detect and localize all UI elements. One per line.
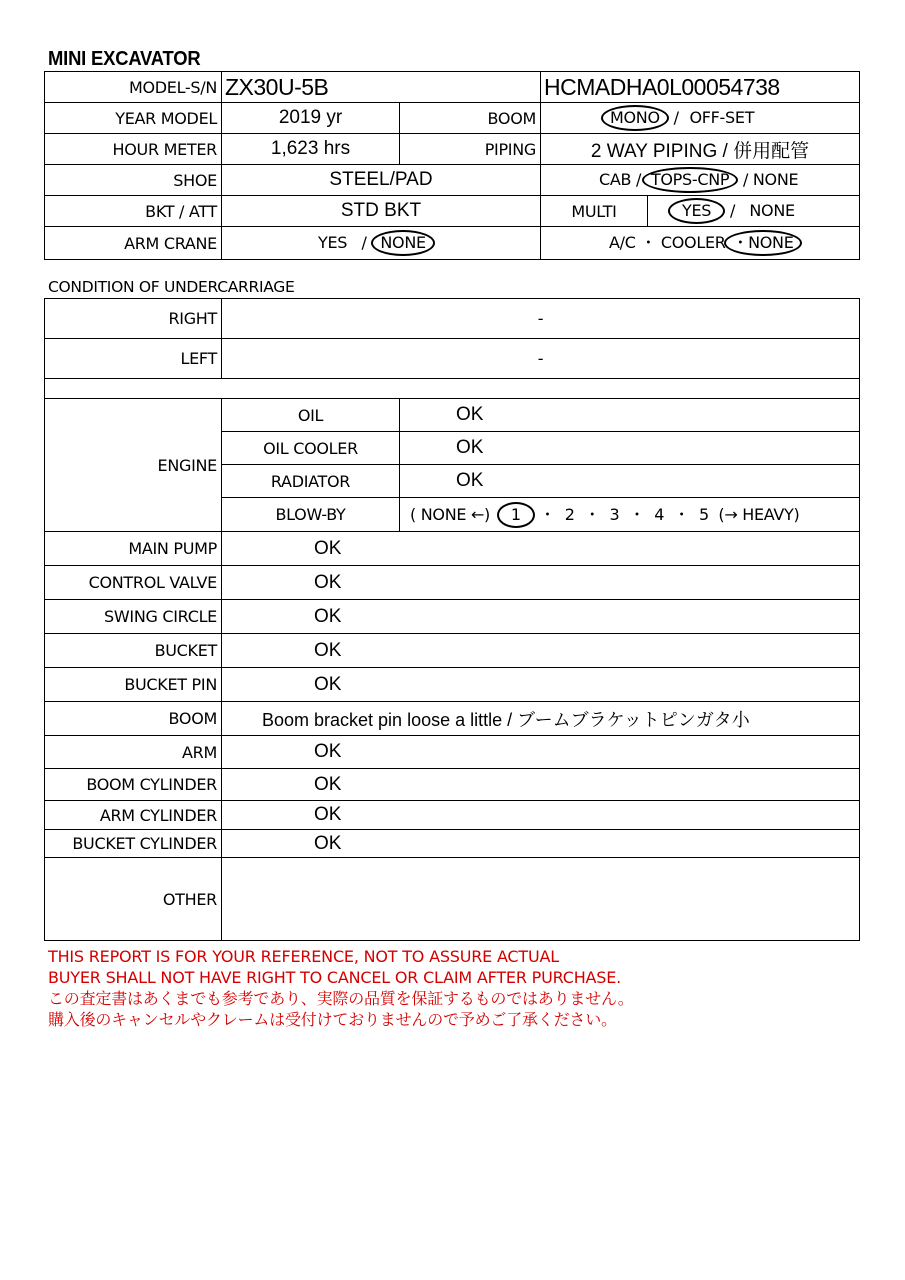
page-title: MINI EXCAVATOR	[48, 48, 201, 70]
piping-value: 2 WAY PIPING / 併用配管	[541, 134, 860, 165]
year-value: 2019 yr	[222, 103, 400, 134]
shoe-value: STEEL/PAD	[222, 165, 541, 196]
undercarriage-left-value: -	[222, 339, 860, 379]
radiator-label: RADIATOR	[222, 465, 400, 498]
oil-cooler-value: OK	[400, 432, 860, 465]
arm-crane-options	[222, 227, 541, 260]
multi-yes-circled: YES	[668, 198, 725, 224]
component-label: BUCKET CYLINDER	[45, 830, 222, 858]
boom-type-label: BOOM	[400, 103, 541, 134]
boom-type-options	[541, 103, 860, 134]
piping-label: PIPING	[400, 134, 541, 165]
boom-separator: /	[673, 108, 679, 127]
other-value	[222, 858, 860, 941]
arm-crane-none-circled: NONE	[371, 230, 434, 256]
disclaimer-line: THIS REPORT IS FOR YOUR REFERENCE, NOT TO ASSURE ACTUAL	[48, 947, 559, 966]
hour-meter-value: 1,623 hrs	[222, 134, 400, 165]
disclaimer-notice	[48, 946, 634, 1030]
boom-offset-option: OFF-SET	[689, 108, 755, 127]
component-value: OK	[222, 668, 860, 702]
disclaimer-line: BUYER SHALL NOT HAVE RIGHT TO CANCEL OR CLAIM AFTER PURCHASE.	[48, 968, 622, 987]
disclaimer-line: この査定書はあくまでも参考であり、実際の品質を保証するものではありません。	[48, 989, 634, 1008]
arm-crane-yes-option: YES /	[318, 233, 367, 252]
engine-label: ENGINE	[45, 399, 222, 532]
component-label: CONTROL VALVE	[45, 566, 222, 600]
year-label: YEAR MODEL	[45, 103, 222, 134]
component-value: Boom bracket pin loose a little / ブームブラケットピンガタ小	[222, 702, 860, 736]
undercarriage-right-value: -	[222, 299, 860, 339]
radiator-value: OK	[400, 465, 860, 498]
component-label: SWING CIRCLE	[45, 600, 222, 634]
blow-by-label: BLOW-BY	[222, 498, 400, 532]
cab-options	[541, 165, 860, 196]
ac-none-circled: ・NONE	[724, 230, 801, 256]
blow-by-selected-circled: 1	[497, 502, 535, 528]
blow-by-rest: ・ 2 ・ 3 ・ 4 ・ 5 (→ HEAVY)	[539, 504, 800, 524]
model-label: MODEL-S/N	[45, 72, 222, 103]
serial-value: HCMADHA0L00054738	[541, 72, 860, 103]
component-label: BUCKET PIN	[45, 668, 222, 702]
oil-cooler-label: OIL COOLER	[222, 432, 400, 465]
component-label: ARM	[45, 736, 222, 769]
component-label: BOOM CYLINDER	[45, 769, 222, 801]
condition-table	[44, 298, 860, 941]
component-value: OK	[222, 532, 860, 566]
component-value: OK	[222, 769, 860, 801]
ac-cooler-options	[541, 227, 860, 260]
shoe-label: SHOE	[45, 165, 222, 196]
multi-none-option: / NONE	[729, 201, 795, 220]
other-label: OTHER	[45, 858, 222, 941]
component-label: MAIN PUMP	[45, 532, 222, 566]
component-label: BUCKET	[45, 634, 222, 668]
component-value: OK	[222, 736, 860, 769]
cab-none-option: / NONE	[743, 170, 799, 189]
component-value: OK	[222, 566, 860, 600]
bkt-att-value: STD BKT	[222, 196, 541, 227]
component-value: OK	[222, 600, 860, 634]
blow-by-none: ( NONE ←)	[410, 504, 491, 524]
bkt-att-label: BKT / ATT	[45, 196, 222, 227]
component-value: OK	[222, 830, 860, 858]
hour-meter-label: HOUR METER	[45, 134, 222, 165]
component-label: ARM CYLINDER	[45, 801, 222, 830]
component-label: BOOM	[45, 702, 222, 736]
disclaimer-line: 購入後のキャンセルやクレームは受付けておりませんので予めご了承ください。	[48, 1010, 617, 1029]
multi-label: MULTI	[541, 196, 648, 227]
arm-crane-label: ARM CRANE	[45, 227, 222, 260]
undercarriage-left-label: LEFT	[45, 339, 222, 379]
component-value: OK	[222, 801, 860, 830]
ac-cooler-label: A/C ・ COOLER	[609, 233, 726, 252]
cab-label: CAB /	[599, 170, 642, 189]
multi-options	[648, 196, 860, 227]
oil-label: OIL	[222, 399, 400, 432]
model-value: ZX30U-5B	[222, 72, 541, 103]
undercarriage-section-label: CONDITION OF UNDERCARRIAGE	[48, 278, 295, 296]
blow-by-scale	[400, 498, 860, 532]
machine-info-table	[44, 71, 860, 260]
undercarriage-right-label: RIGHT	[45, 299, 222, 339]
spacer-row	[45, 379, 860, 399]
oil-value: OK	[400, 399, 860, 432]
boom-mono-circled: MONO	[601, 105, 669, 131]
cab-tops-circled: TOPS-CNP	[642, 167, 738, 193]
component-value: OK	[222, 634, 860, 668]
